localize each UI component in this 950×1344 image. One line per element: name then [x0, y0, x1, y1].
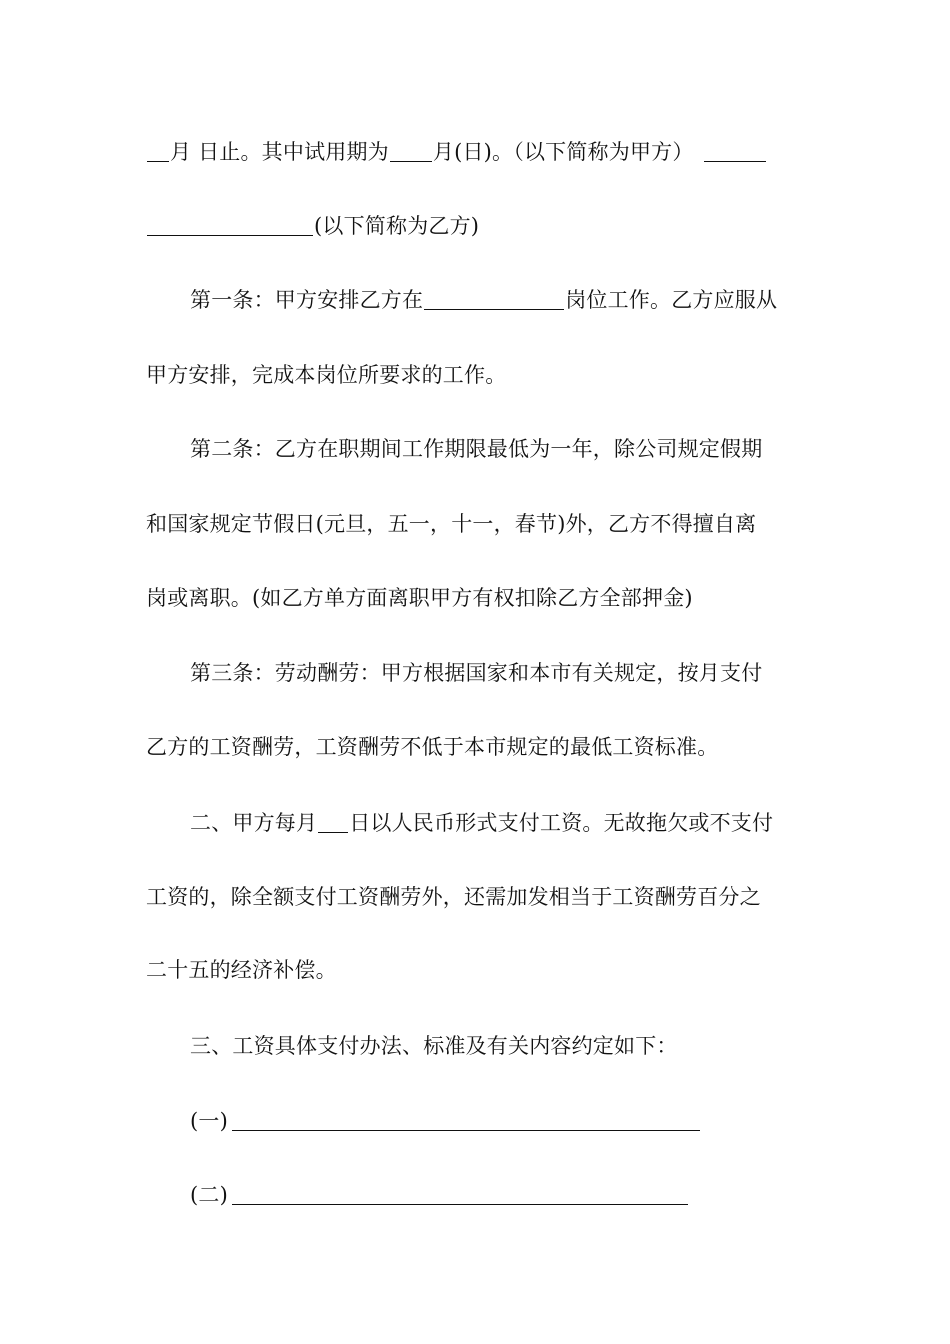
fill-blank-item-1: [232, 1112, 700, 1131]
fill-blank-month: [147, 143, 169, 162]
text-segment: (以下简称为乙方): [314, 214, 480, 238]
document-line-4: [146, 360, 826, 390]
fill-blank-item-2: [232, 1186, 688, 1205]
text-segment: 甲方安排，完成本岗位所要求的工作。: [146, 363, 507, 387]
fill-blank-party-a: [704, 143, 766, 162]
document-line-14: [190, 1106, 870, 1136]
document-line-2: [146, 211, 826, 241]
text-segment: 和国家规定节假日(元旦，五一，十一，春节)外，乙方不得擅自离: [146, 512, 757, 536]
document-line-11: [146, 882, 826, 912]
text-segment: 日以人民币形式支付工资。无故拖欠或不支付: [349, 811, 774, 835]
document-line-13: [190, 1031, 870, 1061]
fill-blank-party-b: [147, 217, 313, 236]
document-line-5: [190, 434, 870, 464]
text-segment: 岗位工作。乙方应服从: [565, 288, 778, 312]
fill-blank-pay-day: [318, 814, 348, 833]
list-marker: (二): [190, 1183, 228, 1207]
document-line-8: [190, 658, 870, 688]
fill-blank-probation: [390, 143, 432, 162]
text-segment: 第三条：劳动酬劳：甲方根据国家和本市有关规定，按月支付: [190, 661, 763, 685]
document-line-12: [146, 955, 826, 985]
document-line-1: [146, 137, 826, 167]
document-line-3: [190, 285, 870, 315]
document-line-15: [190, 1180, 870, 1210]
text-segment: 三、工资具体支付办法、标准及有关内容约定如下：: [190, 1034, 678, 1058]
text-segment: 月 日止。其中试用期为: [170, 140, 389, 164]
fill-blank-position: [424, 291, 564, 310]
document-line-9: [146, 732, 826, 762]
text-segment: 二十五的经济补偿。: [146, 958, 337, 982]
text-segment: 月(日)。（以下简称为甲方）: [432, 140, 694, 164]
text-segment: 岗或离职。(如乙方单方面离职甲方有权扣除乙方全部押金): [146, 586, 693, 610]
document-line-6: [146, 509, 826, 539]
document-line-7: [146, 583, 826, 613]
text-segment: 乙方的工资酬劳，工资酬劳不低于本市规定的最低工资标准。: [146, 735, 719, 759]
document-line-10: [190, 808, 870, 838]
text-segment: 二、甲方每月: [190, 811, 318, 835]
text-segment: 第二条：乙方在职期间工作期限最低为一年，除公司规定假期: [190, 437, 763, 461]
text-segment: 工资的，除全额支付工资酬劳外，还需加发相当于工资酬劳百分之: [146, 885, 761, 909]
list-marker: (一): [190, 1109, 228, 1133]
text-segment: 第一条：甲方安排乙方在: [190, 288, 424, 312]
